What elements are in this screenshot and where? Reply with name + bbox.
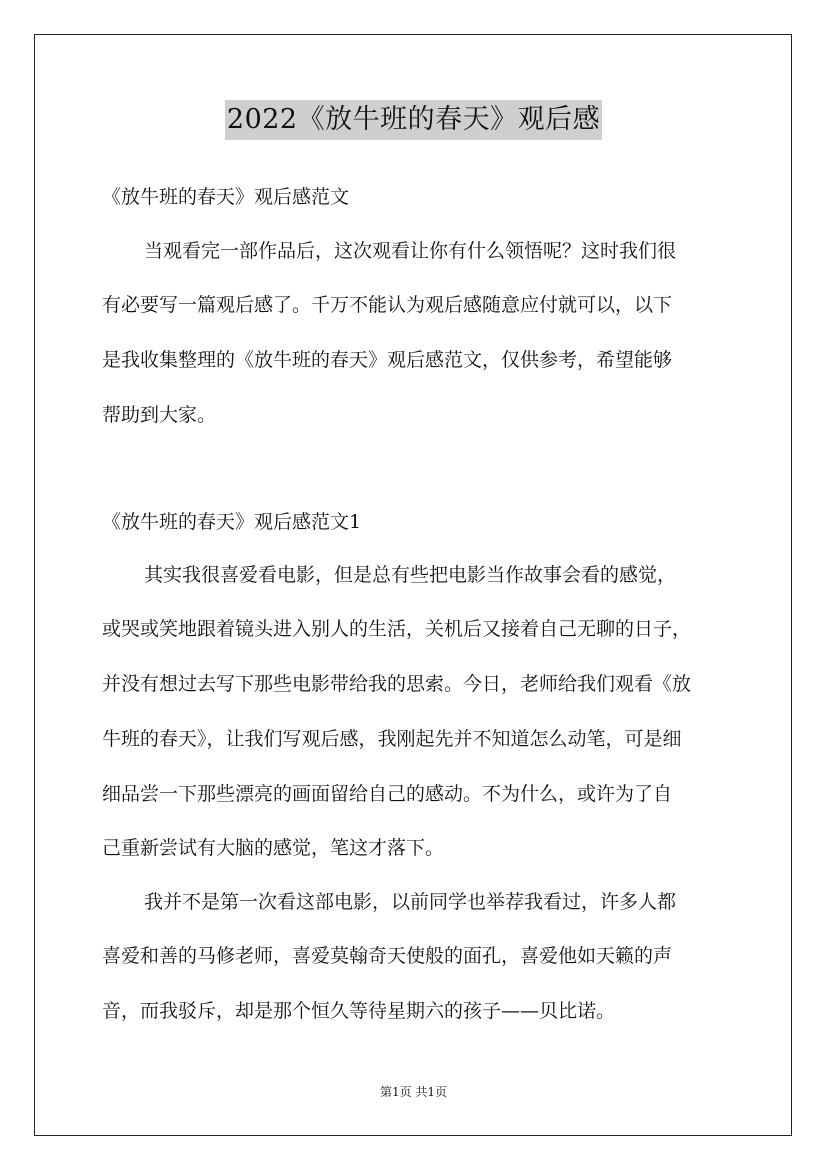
page-number: 第1页 共1页 [379, 1085, 448, 1099]
para1-line: 细品尝一下那些漂亮的画面留给自己的感动。不为什么，或许为了自 [102, 783, 673, 805]
para1-line: 或哭或笑地跟着镜头进入别人的生活，关机后又接着自己无聊的日子， [102, 618, 692, 640]
para2-line: 我并不是第一次看这部电影，以前同学也举荐我看过，许多人都 [144, 891, 677, 913]
intro-line: 是我收集整理的《放牛班的春天》观后感范文，仅供参考，希望能够 [102, 349, 673, 371]
para1-line: 并没有想过去写下那些电影带给我的思索。今日，老师给我们观看《放 [102, 673, 692, 695]
intro-line: 有必要写一篇观后感了。千万不能认为观后感随意应付就可以，以下 [102, 294, 673, 316]
para1-line: 其实我很喜爱看电影，但是总有些把电影当作故事会看的感觉， [144, 564, 677, 586]
para1-line: 牛班的春天》，让我们写观后感，我刚起先并不知道怎么动笔，可是细 [102, 728, 682, 750]
document-title: 2022《放牛班的春天》观后感 [225, 100, 602, 140]
page-footer [0, 1083, 827, 1100]
title-container [0, 100, 827, 140]
section1-heading: 《放牛班的春天》观后感范文1 [102, 511, 362, 533]
para2-line: 喜爱和善的马修老师，喜爱莫翰奇天使般的面孔，喜爱他如天籁的声 [102, 945, 673, 967]
para2-line: 音，而我驳斥，却是那个恒久等待星期六的孩子——贝比诺。 [102, 1000, 616, 1022]
intro-line: 帮助到大家。 [102, 404, 217, 426]
intro-line: 当观看完一部作品后，这次观看让你有什么领悟呢？这时我们很 [144, 240, 677, 262]
subtitle-text: 《放牛班的春天》观后感范文 [102, 186, 350, 208]
para1-line: 己重新尝试有大脑的感觉，笔这才落下。 [102, 837, 445, 859]
